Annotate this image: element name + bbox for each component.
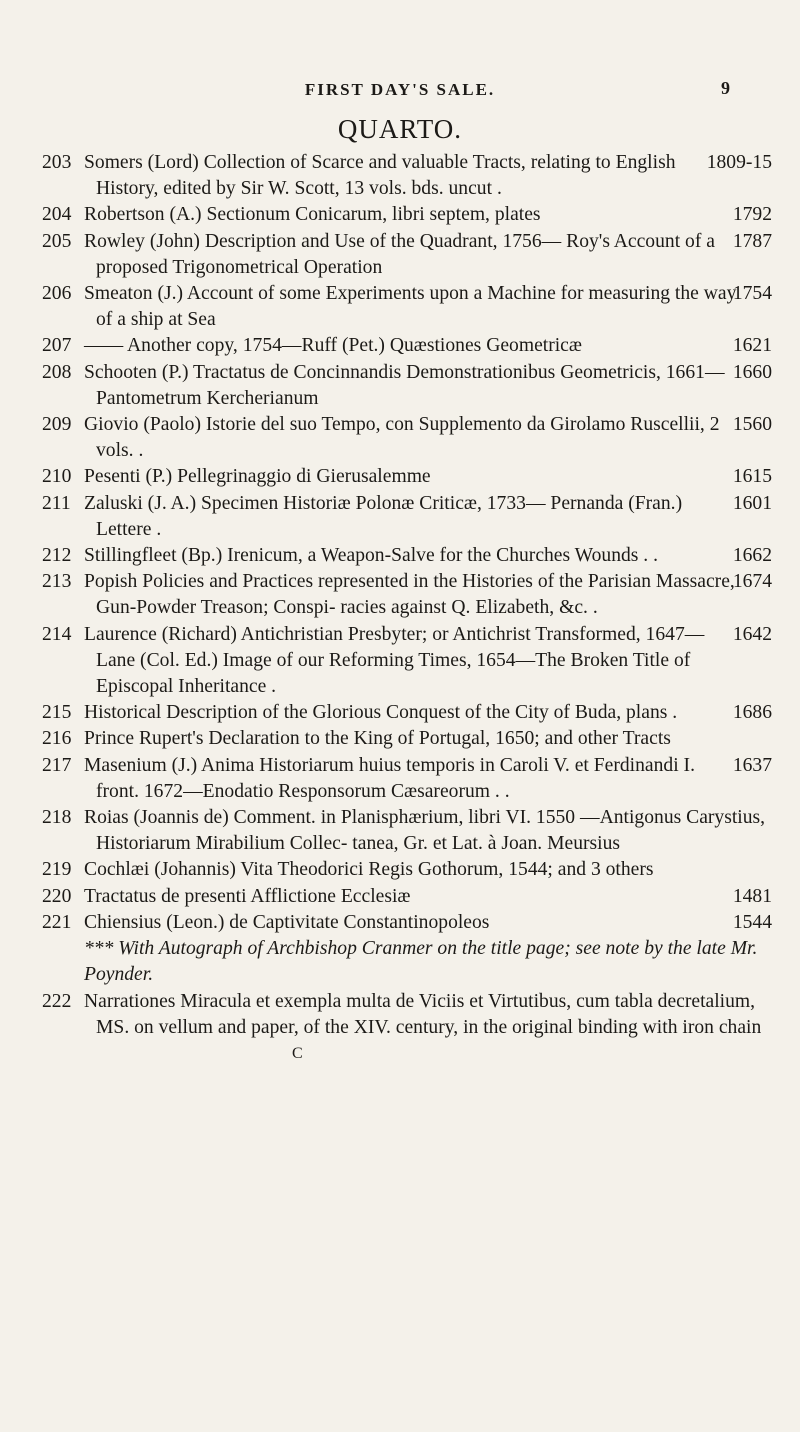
lot-date: 1754 [732, 283, 772, 305]
lot-number: 206 [42, 283, 72, 305]
lot-text: Prince Rupert's Declaration to the King of Portugal, 1650; and other Tracts [84, 728, 671, 750]
lot-text: Historical Description of the Glorious Conquest of the City of Buda, plans . [84, 702, 678, 724]
lot-description [84, 281, 772, 333]
lot-entry [42, 753, 772, 805]
running-header [0, 72, 800, 102]
lot-date: 1642 [732, 623, 772, 645]
lot-description [84, 700, 772, 726]
lot-description [84, 989, 772, 1041]
lot-number: 216 [42, 728, 72, 750]
lot-entry [42, 491, 772, 543]
lot-entry [42, 412, 772, 464]
signature-mark: C [292, 1044, 303, 1062]
lot-number: 208 [42, 361, 72, 383]
lot-number: 215 [42, 702, 72, 724]
lot-description [84, 857, 772, 883]
lot-entry [42, 884, 772, 910]
lot-entry [42, 857, 772, 883]
lot-number: 207 [42, 335, 72, 357]
lot-description [84, 805, 772, 857]
lot-entry [42, 622, 772, 701]
lot-description [84, 753, 772, 805]
lot-description [84, 150, 772, 202]
lot-text: Stillingfleet (Bp.) Irenicum, a Weapon-Salve for the Churches Wounds . . [84, 545, 659, 567]
running-title: FIRST DAY'S SALE. [304, 80, 496, 99]
lot-number: 221 [42, 911, 72, 933]
lot-number: 214 [42, 623, 72, 645]
lot-description [84, 360, 772, 412]
lot-entry [42, 700, 772, 726]
lot-text: Tractatus de presenti Afflictione Ecclesiæ [84, 885, 411, 907]
lot-date: 1621 [732, 335, 772, 357]
lot-description [84, 622, 772, 701]
lot-text: Narrationes Miracula et exempla multa de Viciis et Virtutibus, cum tabla decretalium, MS. on vellum and paper, of the XIV. century, in the original binding with iron chain [84, 990, 762, 1038]
lot-text: Smeaton (J.) Account of some Experiments upon a Machine for measuring the way of a ship at Sea [84, 283, 737, 331]
lot-date: 1615 [732, 466, 772, 488]
lot-description [84, 884, 772, 910]
lot-text: Somers (Lord) Collection of Scarce and valuable Tracts, relating to English History, edited by Sir W. Scott, 13 vols. bds. uncut . [84, 152, 676, 200]
lot-date: 1601 [732, 492, 772, 514]
lot-entry [42, 726, 772, 752]
lot-entry [42, 569, 772, 621]
lot-entry [42, 229, 772, 281]
lot-text: Zaluski (J. A.) Specimen Historiæ Polonæ Criticæ, 1733— Pernanda (Fran.) Lettere . [84, 492, 683, 540]
lot-description [84, 464, 772, 490]
lot-date: 1792 [732, 204, 772, 226]
lot-text: Giovio (Paolo) Istorie del suo Tempo, con Supplemento da Girolamo Ruscellii, 2 vols. . [84, 414, 720, 462]
lot-date: 1660 [732, 361, 772, 383]
lot-entry [42, 333, 772, 359]
lot-text: Popish Policies and Practices represented in the Histories of the Parisian Massacre, Gun-Powder Treason; Conspi- racies against Q. Elizabeth, &c. . [84, 571, 735, 619]
lot-number: 211 [42, 492, 71, 514]
lot-number: 218 [42, 807, 72, 829]
lot-text: Masenium (J.) Anima Historiarum huius temporis in Caroli V. et Ferdinandi I. front. 1672—Enodatio Responsorum Cæsareorum . . [84, 754, 695, 802]
lot-number: 203 [42, 152, 72, 173]
lot-text: Pesenti (P.) Pellegrinaggio di Gierusalemme [84, 466, 431, 488]
lot-number: 222 [42, 990, 72, 1012]
lot-entry [42, 202, 772, 228]
lot-entry [42, 989, 772, 1041]
lot-note [42, 936, 772, 988]
lot-text: Roias (Joannis de) Comment. in Planisphærium, libri VI. 1550 —Antigonus Carystius, Historiarum Mirabilium Collec- tanea, Gr. et Lat. à Joan. Meursius [84, 807, 766, 855]
lot-text: Cochlæi (Johannis) Vita Theodorici Regis Gothorum, 1544; and 3 others [84, 859, 654, 881]
lot-date: 1560 [732, 414, 772, 436]
lot-entry [42, 805, 772, 857]
lot-description [84, 412, 772, 464]
lot-description [84, 543, 772, 569]
lot-number: 209 [42, 414, 72, 436]
lot-description [84, 229, 772, 281]
page-number: 9 [721, 78, 730, 98]
lot-text: Rowley (John) Description and Use of the Quadrant, 1756— Roy's Account of a proposed Trigonometrical Operation [84, 230, 715, 278]
lot-description [84, 569, 772, 621]
lot-number: 212 [42, 545, 72, 567]
lot-date: 1637 [732, 754, 772, 776]
lot-description [84, 910, 772, 936]
lot-description [84, 726, 772, 752]
lot-date: 1481 [732, 885, 772, 907]
lot-entry [42, 281, 772, 333]
lot-date: 1662 [732, 545, 772, 567]
lot-description [84, 202, 772, 228]
lot-text: —— Another copy, 1754—Ruff (Pet.) Quæstiones Geometricæ [84, 335, 582, 357]
section-title: QUARTO. [337, 114, 463, 144]
lot-number: 219 [42, 859, 72, 881]
lot-date: 1674 [732, 571, 772, 593]
lot-text: Chiensius (Leon.) de Captivitate Constantinopoleos [84, 911, 490, 933]
lot-entry [42, 910, 772, 936]
lot-number: 220 [42, 885, 72, 907]
lot-text: Robertson (A.) Sectionum Conicarum, libri septem, plates [84, 204, 541, 226]
lot-number: 210 [42, 466, 72, 488]
lot-date: 1809-15 [706, 152, 772, 173]
lot-description [84, 333, 772, 359]
lot-entry [42, 464, 772, 490]
lot-description [84, 491, 772, 543]
lot-number: 217 [42, 754, 72, 776]
lot-number: 213 [42, 571, 72, 593]
lot-date: 1686 [732, 702, 772, 724]
lot-date: 1544 [732, 911, 772, 933]
lot-text: Schooten (P.) Tractatus de Concinnandis Demonstrationibus Geometricis, 1661—Pantometrum Kercherianum [84, 361, 725, 409]
lot-date: 1787 [732, 230, 772, 252]
lot-entry [42, 543, 772, 569]
lot-number: 205 [42, 230, 72, 252]
lot-list [42, 150, 772, 1067]
lot-text: Laurence (Richard) Antichristian Presbyter; or Antichrist Transformed, 1647—Lane (Col. Ed.) Image of our Reforming Times, 1654—The Broken Title of Episcopal Inheritance . [84, 623, 705, 698]
lot-entry [42, 360, 772, 412]
lot-entry [42, 150, 772, 202]
lot-number: 204 [42, 204, 72, 226]
lot-note-text: *** With Autograph of Archbishop Cranmer on the title page; see note by the late Mr. Poynder. [84, 938, 758, 986]
